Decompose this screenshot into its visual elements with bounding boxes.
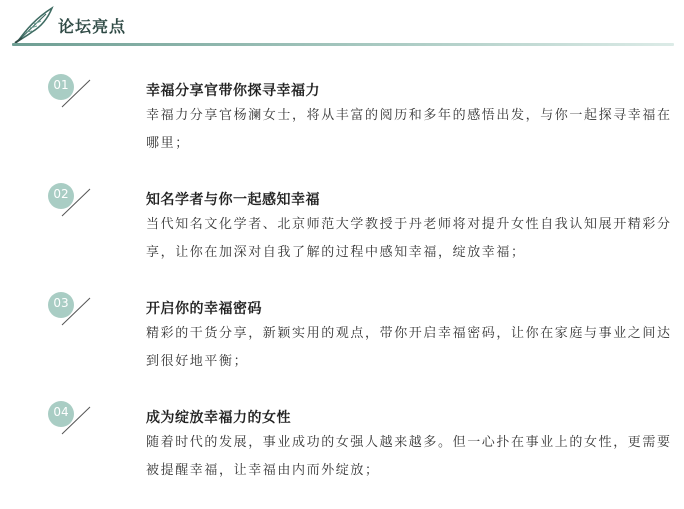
slash-decoration: [48, 401, 96, 441]
header-divider: [12, 43, 674, 46]
item-title: 成为绽放幸福力的女性: [146, 410, 291, 426]
feather-icon: [12, 4, 58, 44]
item-title: 开启你的幸福密码: [146, 301, 262, 317]
item-title: 幸福分享官带你探寻幸福力: [146, 83, 320, 99]
item-number: 04: [53, 405, 69, 419]
item-number-badge: [48, 292, 96, 332]
item-number: 02: [53, 187, 69, 201]
item-number-badge: [48, 183, 96, 223]
item-number: 03: [53, 296, 69, 310]
item-body: 随着时代的发展，事业成功的女强人越来越多。但一心扑在事业上的女性，更需要被提醒幸福，让幸福由内而外绽放；: [146, 435, 672, 478]
item-title: 知名学者与你一起感知幸福: [146, 192, 320, 208]
item-body: 幸福力分享官杨澜女士，将从丰富的阅历和多年的感悟出发，与你一起探寻幸福在哪里；: [146, 108, 672, 151]
item-body: 精彩的干货分享，新颖实用的观点，带你开启幸福密码，让你在家庭与事业之间达到很好地平衡；: [146, 326, 672, 369]
slash-decoration: [48, 74, 96, 114]
section-title: 论坛亮点: [58, 17, 127, 36]
section-header: [0, 0, 684, 52]
slash-decoration: [48, 183, 96, 223]
item-number-badge: [48, 401, 96, 441]
item-number-badge: [48, 74, 96, 114]
item-body: 当代知名文化学者、北京师范大学教授于丹老师将对提升女性自我认知展开精彩分享，让你在加深对自我了解的过程中感知幸福，绽放幸福；: [146, 217, 672, 260]
slash-decoration: [48, 292, 96, 332]
item-number: 01: [53, 78, 69, 92]
